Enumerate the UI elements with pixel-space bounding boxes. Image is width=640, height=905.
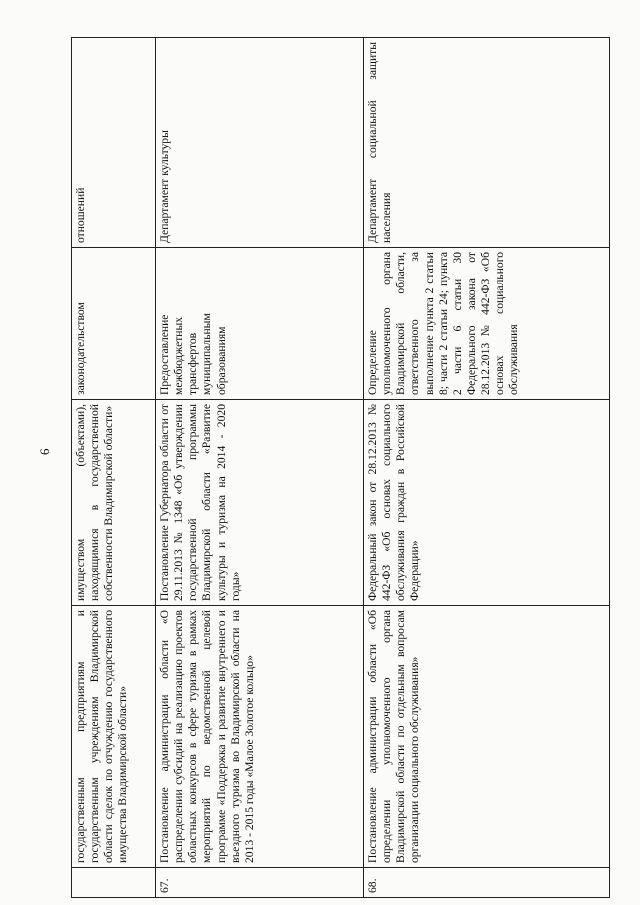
purpose-cell: законодательством [72, 248, 156, 400]
rotated-table-wrapper [71, 38, 609, 898]
row-number: 68. [364, 868, 610, 898]
legal-basis-cell: Федеральный закон от 28.12.2013 № 442-ФЗ «Об основах социального обслуживания граждан в Российской Федерации» [364, 400, 610, 606]
table-row [72, 38, 156, 898]
executor-cell: Департамент культуры [156, 38, 364, 248]
act-title-cell: Постановление администрации области «Об определении уполномоченного органа Владимирской области по отдельным вопросам организации социального обслуживания» [364, 606, 610, 868]
purpose-cell: Определение уполномоченного органа Владимирской области, ответственного за выполнение пункта 2 статьи 8; части 2 статьи 24; пункта 2 части 6 статьи 30 Федерального закона от 28.12.2013 № 442-ФЗ «Об основах социального обслуживания [364, 248, 610, 400]
regulation-table [71, 37, 610, 898]
executor-cell: отношений [72, 38, 156, 248]
legal-basis-cell: Постановление Губернатора области от 29.11.2013 № 1348 «Об утверждении государственной программы Владимирской области «Развитие культуры и туризма на 2014 - 2020 годы» [156, 400, 364, 606]
purpose-cell: Предоставление межбюджетных трансфертов муниципальным образованиям [156, 248, 364, 400]
document-table-container [71, 38, 609, 898]
table-row [156, 38, 364, 898]
row-number [72, 868, 156, 898]
row-number: 67. [156, 868, 364, 898]
table-row [364, 38, 610, 898]
act-title-cell: Постановление администрации области «О распределении субсидий на реализацию проектов областных конкурсов в сфере туризма в рамках мероприятий по ведомственной целевой программе «Поддержка и развитие внутреннего и въездного туризма во Владимирской области на 2013 - 2015 годы «Малое Золотое кольцо» [156, 606, 364, 868]
page-number: 6 [37, 448, 52, 455]
act-title-cell: государственным предприятиям и государственным учреждениям Владимирской области сделок по отчуждению государственного имущества Владимирской области» [72, 606, 156, 868]
executor-cell: Департамент социальной защиты населения [364, 38, 610, 248]
legal-basis-cell: имуществом (объектами), находящимися в государственной собственности Владимирской области» [72, 400, 156, 606]
